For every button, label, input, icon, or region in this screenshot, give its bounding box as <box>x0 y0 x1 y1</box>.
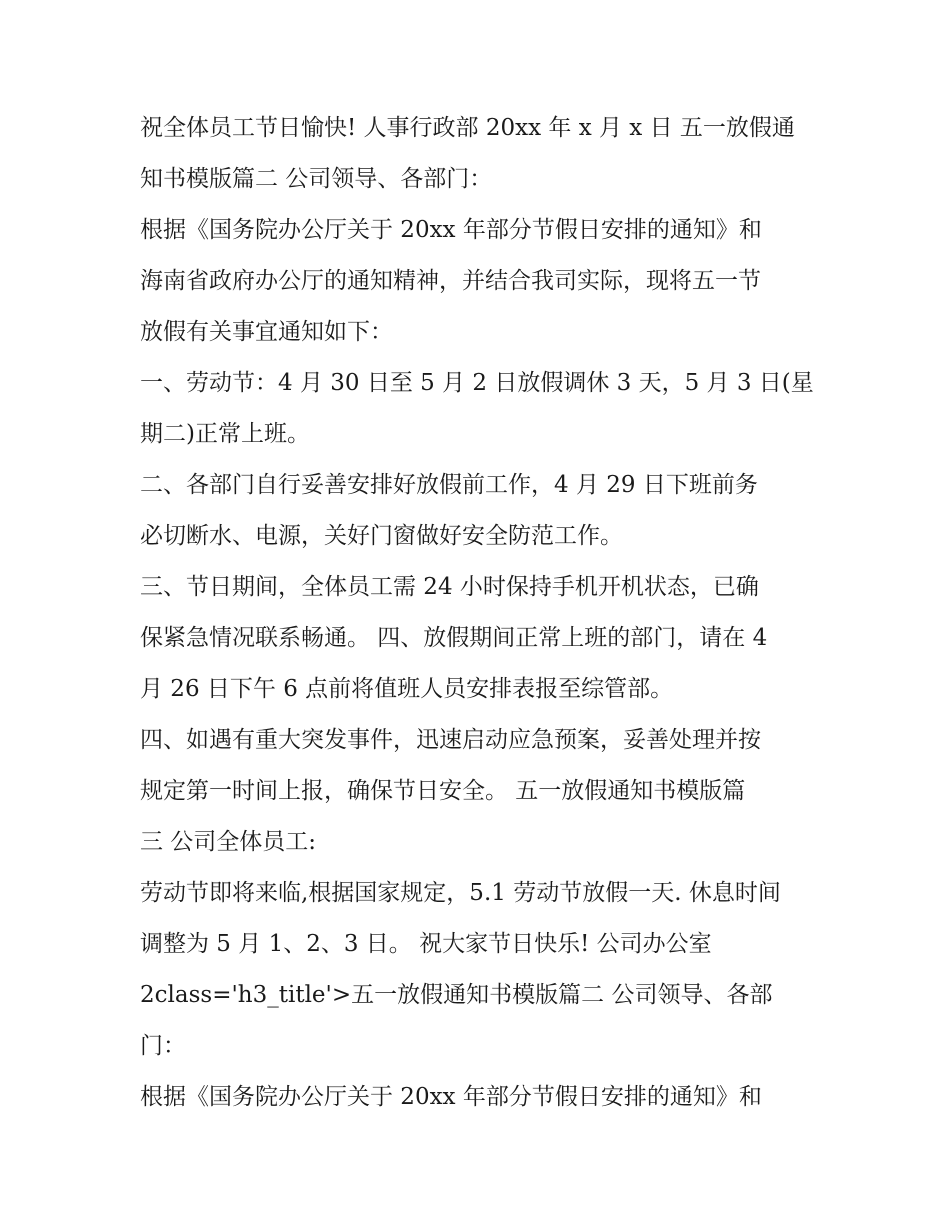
text-line: 三、节日期间，全体员工需 24 小时保持手机开机状态，已确 <box>140 574 759 600</box>
text-line: 月 26 日下午 6 点前将值班人员安排表报至综管部。 <box>140 676 674 702</box>
text-line: 海南省政府办公厅的通知精神，并结合我司实际，现将五一节 <box>140 268 761 294</box>
text-line: 调整为 5 月 1、2、3 日。 祝大家节日快乐! 公司办公室 <box>140 931 712 957</box>
text-line: 保紧急情况联系畅通。 四、放假期间正常上班的部门，请在 4 <box>140 625 768 651</box>
text-line: 祝全体员工节日愉快! 人事行政部 20xx 年 x 月 x 日 五一放假通 <box>140 115 795 141</box>
text-line: 四、如遇有重大突发事件，迅速启动应急预案，妥善处理并按 <box>140 727 761 753</box>
text-line: 根据《国务院办公厅关于 20xx 年部分节假日安排的通知》和 <box>140 1084 762 1110</box>
text-line: 必切断水、电源，关好门窗做好安全防范工作。 <box>140 523 623 549</box>
notice-body <box>140 103 830 1123</box>
text-line: 一、劳动节：4 月 30 日至 5 月 2 日放假调休 3 天，5 月 3 日(星 <box>140 370 814 396</box>
text-line: 规定第一时间上报，确保节日安全。 五一放假通知书模版篇 <box>140 778 746 804</box>
text-line: 期二)正常上班。 <box>140 421 310 447</box>
text-line: 劳动节即将来临,根据国家规定，5.1 劳动节放假一天. 休息时间 <box>140 880 781 906</box>
text-line: 二、各部门自行妥善安排好放假前工作，4 月 29 日下班前务 <box>140 472 758 498</box>
text-line: 三 公司全体员工: <box>140 829 317 855</box>
text-line: 2class='h3_title'>五一放假通知书模版篇二 公司领导、各部 <box>140 982 773 1008</box>
text-line: 知书模版篇二 公司领导、各部门： <box>140 166 493 192</box>
text-line: 根据《国务院办公厅关于 20xx 年部分节假日安排的通知》和 <box>140 217 762 243</box>
text-line: 门： <box>140 1033 186 1059</box>
text-line: 放假有关事宜通知如下： <box>140 319 393 345</box>
